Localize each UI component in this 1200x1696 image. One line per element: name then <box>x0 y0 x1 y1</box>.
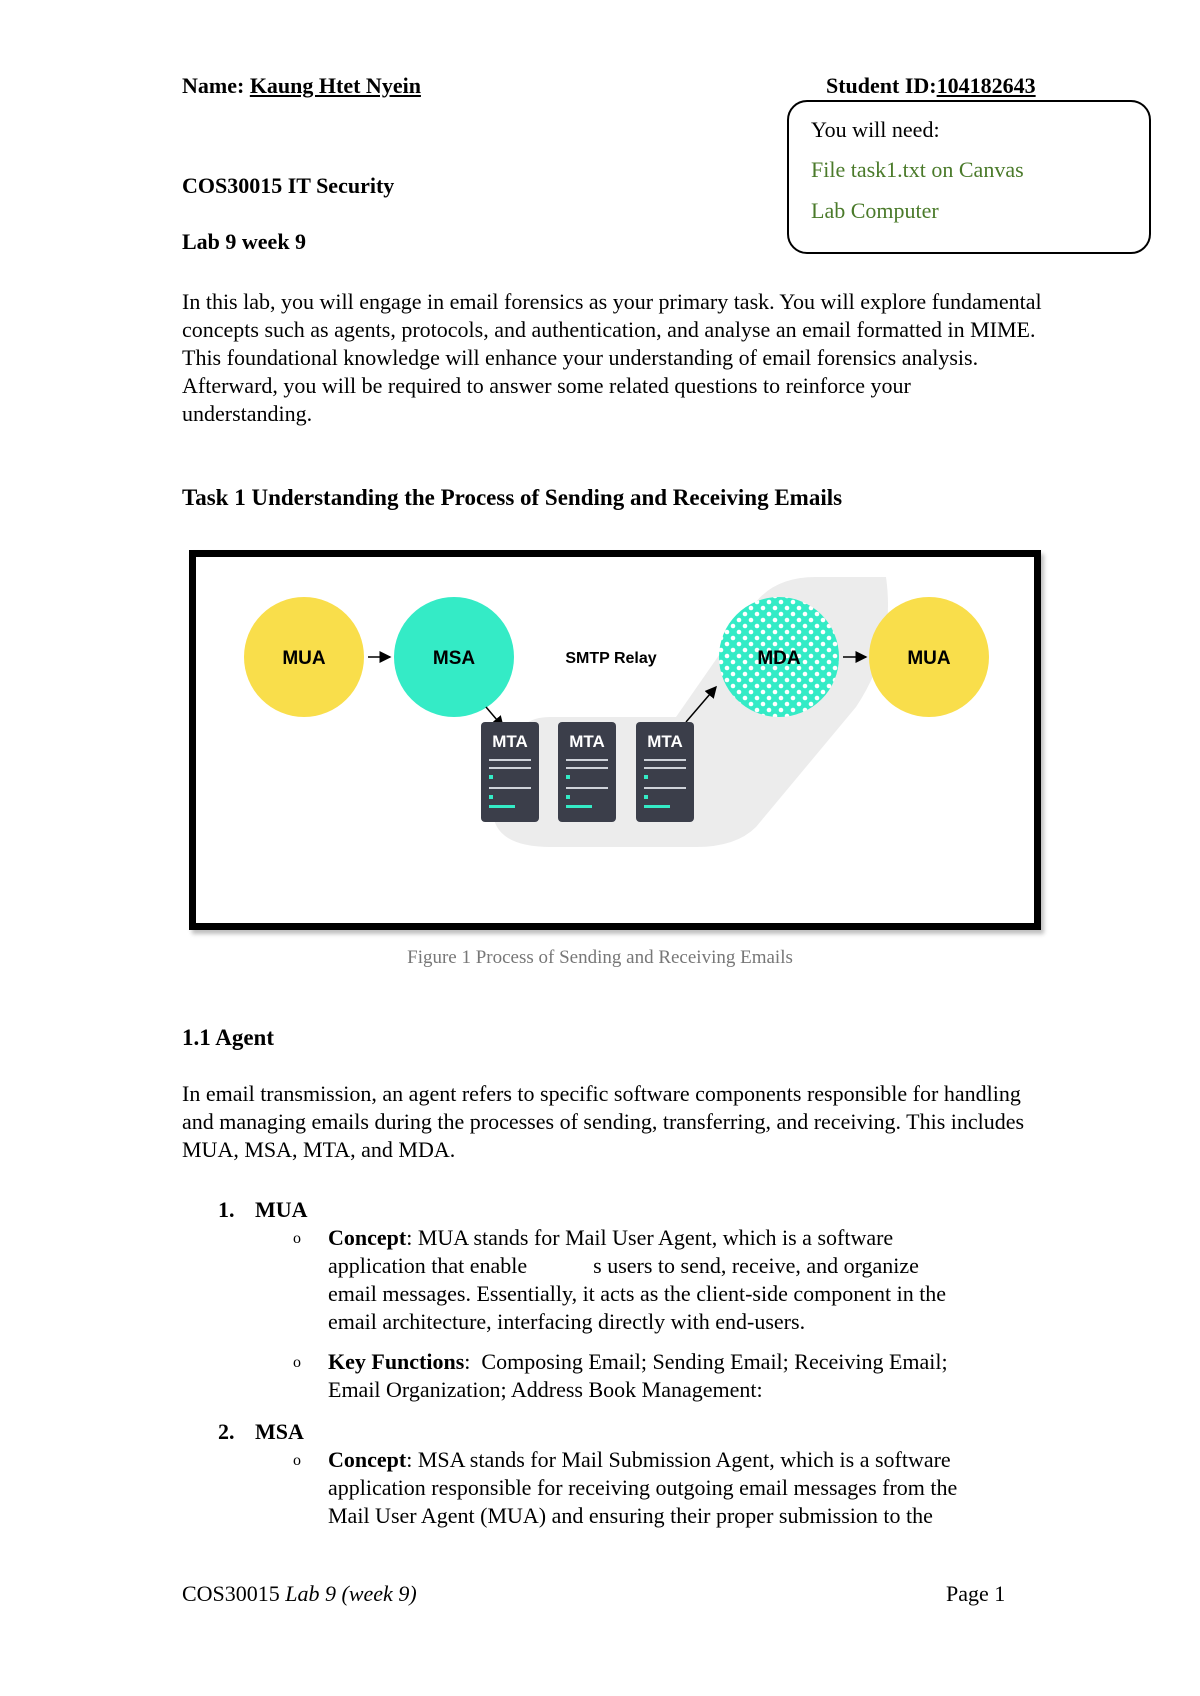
name-value: Kaung Htet Nyein <box>249 73 421 98</box>
agent-heading: 1.1 Agent <box>182 1025 274 1050</box>
requirement-item: Lab Computer <box>811 198 939 223</box>
bullet-term: Concept <box>328 1447 407 1472</box>
intro-paragraph: In this lab, you will engage in email forensics as your primary task. You will explore fundamental concepts such as agents, protocols, and authentication, and analyse an email formatted in MIME. This foundational knowledge will enhance your understanding of email forensics analysis. Afterward, you will be required to answer some related questions to reinforce your understanding. <box>182 289 1042 426</box>
mua-recipient-label: MUA <box>907 648 951 669</box>
mta-server-1 <box>481 722 539 822</box>
list-bullet-text <box>328 1446 1048 1530</box>
bullet-line: : MUA stands for Mail User Agent, which is a software <box>406 1225 894 1250</box>
mta-label: MTA <box>492 732 528 751</box>
lab-title: Lab 9 week 9 <box>182 229 307 254</box>
footer-course-code: COS30015 <box>182 1581 280 1606</box>
mta-label: MTA <box>647 732 683 751</box>
list-item-label: MSA <box>255 1419 304 1444</box>
mta-server-2 <box>558 722 616 822</box>
agent-paragraph: In email transmission, an agent refers to specific software components responsible for handling and managing emails during the processes of sending, transferring, and receiving. This includes MUA, MSA, MTA, and MDA. <box>182 1081 1025 1162</box>
mua-sender-label: MUA <box>282 648 326 669</box>
student-id-label: Student ID: <box>826 73 937 98</box>
student-id-value: 104182643 <box>936 73 1036 98</box>
list-number: 2. <box>218 1419 235 1444</box>
bullet-line: Email Organization; Address Book Management: <box>328 1377 763 1402</box>
figure-caption: Figure 1 Process of Sending and Receiving Emails <box>407 947 793 968</box>
name-label: Name: <box>182 73 245 98</box>
bullet-line: email messages. Essentially, it acts as the client-side component in the <box>328 1281 947 1306</box>
footer-course <box>182 1580 417 1608</box>
bullet-icon: o <box>293 1230 301 1247</box>
bullet-line: application that enable s users to send, receive, and organize <box>328 1253 919 1278</box>
email-flow-diagram <box>196 557 1034 923</box>
email-process-figure <box>189 550 1041 930</box>
bullet-icon: o <box>293 1354 301 1371</box>
bullet-line: : MSA stands for Mail Submission Agent, which is a software <box>406 1447 951 1472</box>
requirements-box <box>787 100 1151 254</box>
footer-page-number: Page 1 <box>946 1581 1006 1606</box>
bullet-line: email architecture, interfacing directly with end-users. <box>328 1309 806 1334</box>
requirement-item: File task1.txt on Canvas <box>811 157 1024 182</box>
course-title: COS30015 IT Security <box>182 173 395 198</box>
bullet-term: Key Functions <box>328 1349 465 1374</box>
task1-heading: Task 1 Understanding the Process of Sending and Receiving Emails <box>182 485 843 510</box>
bullet-line: : Composing Email; Sending Email; Receiving Email; <box>464 1349 948 1374</box>
bullet-term: Concept <box>328 1225 407 1250</box>
requirements-title: You will need: <box>811 117 940 142</box>
student-name <box>182 72 421 100</box>
mta-label: MTA <box>569 732 605 751</box>
bullet-line: application responsible for receiving outgoing email messages from the <box>328 1475 958 1500</box>
student-id <box>826 72 1036 100</box>
msa-label: MSA <box>432 648 476 669</box>
list-item-label: MUA <box>255 1197 308 1222</box>
mta-server-3 <box>636 722 694 822</box>
list-number: 1. <box>218 1197 235 1222</box>
footer-lab: Lab 9 (week 9) <box>285 1581 417 1606</box>
smtp-relay-label: SMTP Relay <box>565 650 657 667</box>
bullet-icon: o <box>293 1452 301 1469</box>
bullet-line: Mail User Agent (MUA) and ensuring their proper submission to the <box>328 1503 933 1528</box>
list-bullet-text <box>328 1224 1048 1336</box>
mda-label: MDA <box>757 648 801 669</box>
list-bullet-text <box>328 1348 1048 1404</box>
